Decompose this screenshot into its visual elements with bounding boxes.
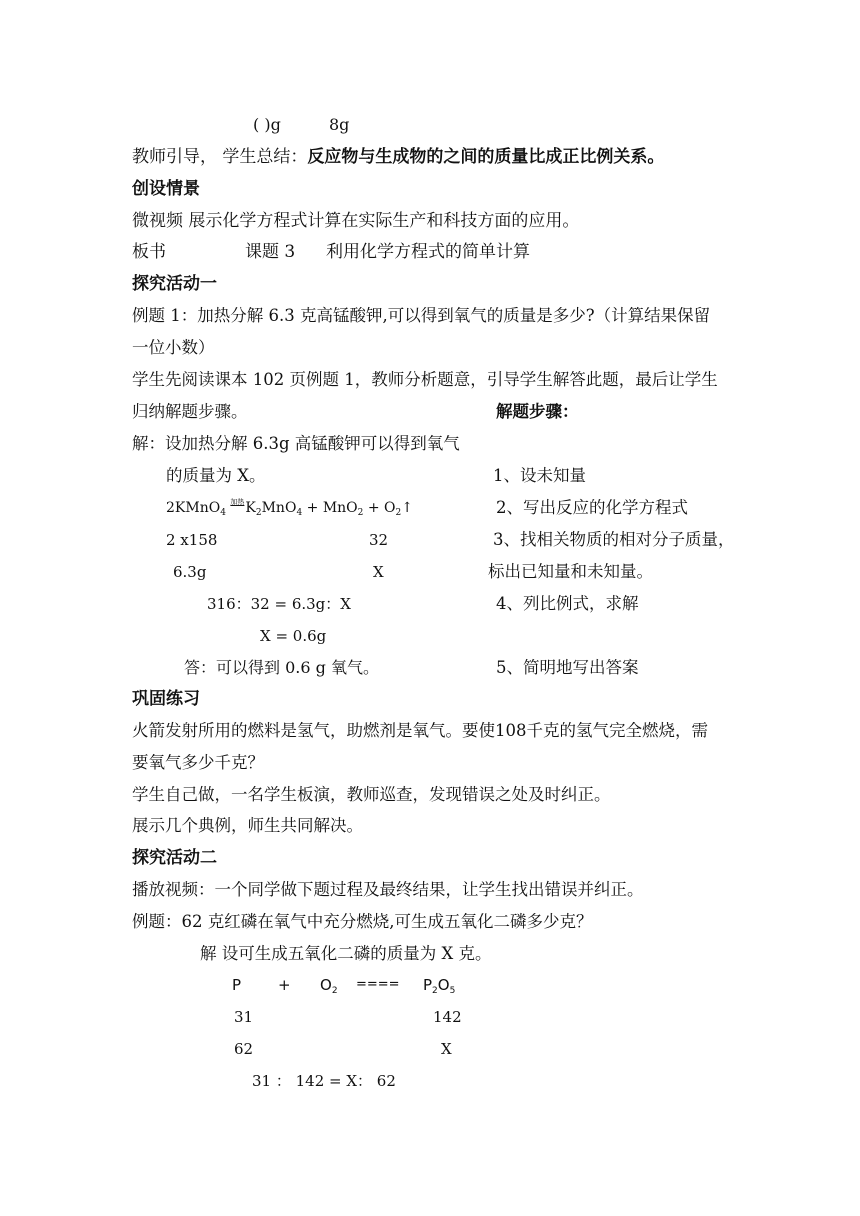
equation-o-sub: 2: [331, 986, 338, 996]
equation-plus: +: [278, 976, 291, 994]
heading-activity-one: 探究活动一: [132, 274, 217, 294]
equation-prod1: P: [423, 976, 433, 994]
mass-p: 31: [234, 1008, 254, 1026]
heading-create-scenario: 创设情景: [132, 179, 200, 199]
given-mass: 8g: [329, 115, 350, 134]
chemical-equation-kmno4: [166, 498, 413, 520]
heading-practice: 巩固练习: [132, 689, 200, 709]
intro-line1: 学生先阅读课本 102 页例题 1，教师分析题意，引导学生解答此题，最后让学生: [132, 370, 718, 389]
mass-left: 2 x158: [166, 531, 218, 549]
equation-o: O: [320, 976, 332, 994]
equation-prod2-sub: 5: [449, 986, 456, 996]
solution-line1: 解：设加热分解 6.3g 高锰酸钾可以得到氧气: [132, 434, 460, 453]
equation-equals: ====: [356, 977, 400, 992]
unknown-mass: X: [373, 563, 384, 581]
micro-video-line: 微视频 展示化学方程式计算在实际生产和科技方面的应用。: [132, 211, 580, 231]
board-label: 板书: [132, 242, 166, 262]
mass-right: 32: [369, 531, 389, 549]
board-title: 利用化学方程式的简单计算: [326, 242, 530, 262]
eq-reactant: 2KMnO: [166, 500, 221, 516]
equation-p: P: [232, 976, 242, 994]
summary-conclusion: 反应物与生成物的之间的质量比成正比例关系。: [307, 147, 665, 167]
practice-line2: 要氧气多少千克？: [132, 753, 264, 772]
eq-condition: 加热: [230, 498, 245, 506]
solution-line2: 的质量为 X。: [166, 466, 266, 485]
answer-line: 答：可以得到 0.6 g 氧气。: [184, 658, 379, 677]
up-arrow-icon: ↑: [401, 500, 413, 516]
example1-line1: 例题 1：加热分解 6.3 克高锰酸钾,可以得到氧气的质量是多少?（计算结果保留: [132, 306, 711, 325]
result-line: X = 0.6g: [260, 627, 327, 645]
activity2-solve: 解 设可生成五氧化二磷的质量为 X 克。: [200, 944, 492, 963]
eq-plus1: +: [306, 500, 319, 516]
given-p: 62: [234, 1040, 254, 1058]
eq-p1-mid: MnO: [261, 500, 297, 516]
eq-reactant-sub: 4: [220, 508, 226, 518]
eq-p2-sub: 2: [357, 508, 364, 518]
step-3-cont: 标出已知量和未知量。: [488, 562, 653, 581]
eq-p2: MnO: [322, 500, 358, 516]
unknown-p2o5: X: [441, 1040, 452, 1058]
equation-o2: [320, 975, 338, 995]
steps-title: 解题步骤：: [496, 402, 579, 421]
blank-mass: ( )g: [253, 115, 281, 134]
mass-p2o5: 142: [433, 1008, 462, 1026]
step-1: 1、设未知量: [493, 466, 586, 485]
intro-line2: 归纳解题步骤。: [132, 402, 248, 421]
eq-p1-sub1: 2: [255, 508, 262, 518]
practice-line4: 展示几个典例，师生共同解决。: [132, 816, 363, 835]
step-2: 2、写出反应的化学方程式: [496, 498, 688, 517]
activity2-line2: 例题：62 克红磷在氧气中充分燃烧,可生成五氧化二磷多少克？: [132, 912, 593, 931]
equation-prod1-sub: 2: [432, 986, 438, 996]
practice-line3: 学生自己做，一名学生板演，教师巡查，发现错误之处及时纠正。: [132, 785, 611, 804]
step-4: 4、列比例式，求解: [496, 594, 639, 613]
known-mass: 6.3g: [173, 563, 207, 581]
eq-p3-sub: 2: [395, 508, 402, 518]
board-topic: 课题 3: [245, 242, 296, 262]
equation-prod2: O: [437, 976, 450, 994]
heading-activity-two: 探究活动二: [132, 848, 217, 868]
example1-line2: 一位小数）: [132, 338, 215, 357]
eq-p1: K: [245, 500, 256, 516]
eq-p3: O: [384, 500, 396, 516]
ratio-line-2: 31 ： 142 = X： 62: [252, 1072, 396, 1090]
summary-prefix: 教师引导， 学生总结：: [132, 147, 308, 167]
equation-p2o5: [423, 975, 455, 995]
eq-p1-sub2: 4: [296, 508, 303, 518]
summary-line: [132, 147, 664, 167]
step-3: 3、找相关物质的相对分子质量，: [493, 530, 735, 549]
practice-line1: 火箭发射所用的燃料是氢气，助燃剂是氧气。要使108千克的氢气完全燃烧，需: [132, 721, 708, 740]
eq-plus2: +: [367, 500, 380, 516]
ratio-line: 316：32 = 6.3g：X: [207, 595, 351, 613]
activity2-line1: 播放视频：一个同学做下题过程及最终结果，让学生找出错误并纠正。: [132, 880, 644, 899]
step-5: 5、简明地写出答案: [496, 658, 639, 677]
